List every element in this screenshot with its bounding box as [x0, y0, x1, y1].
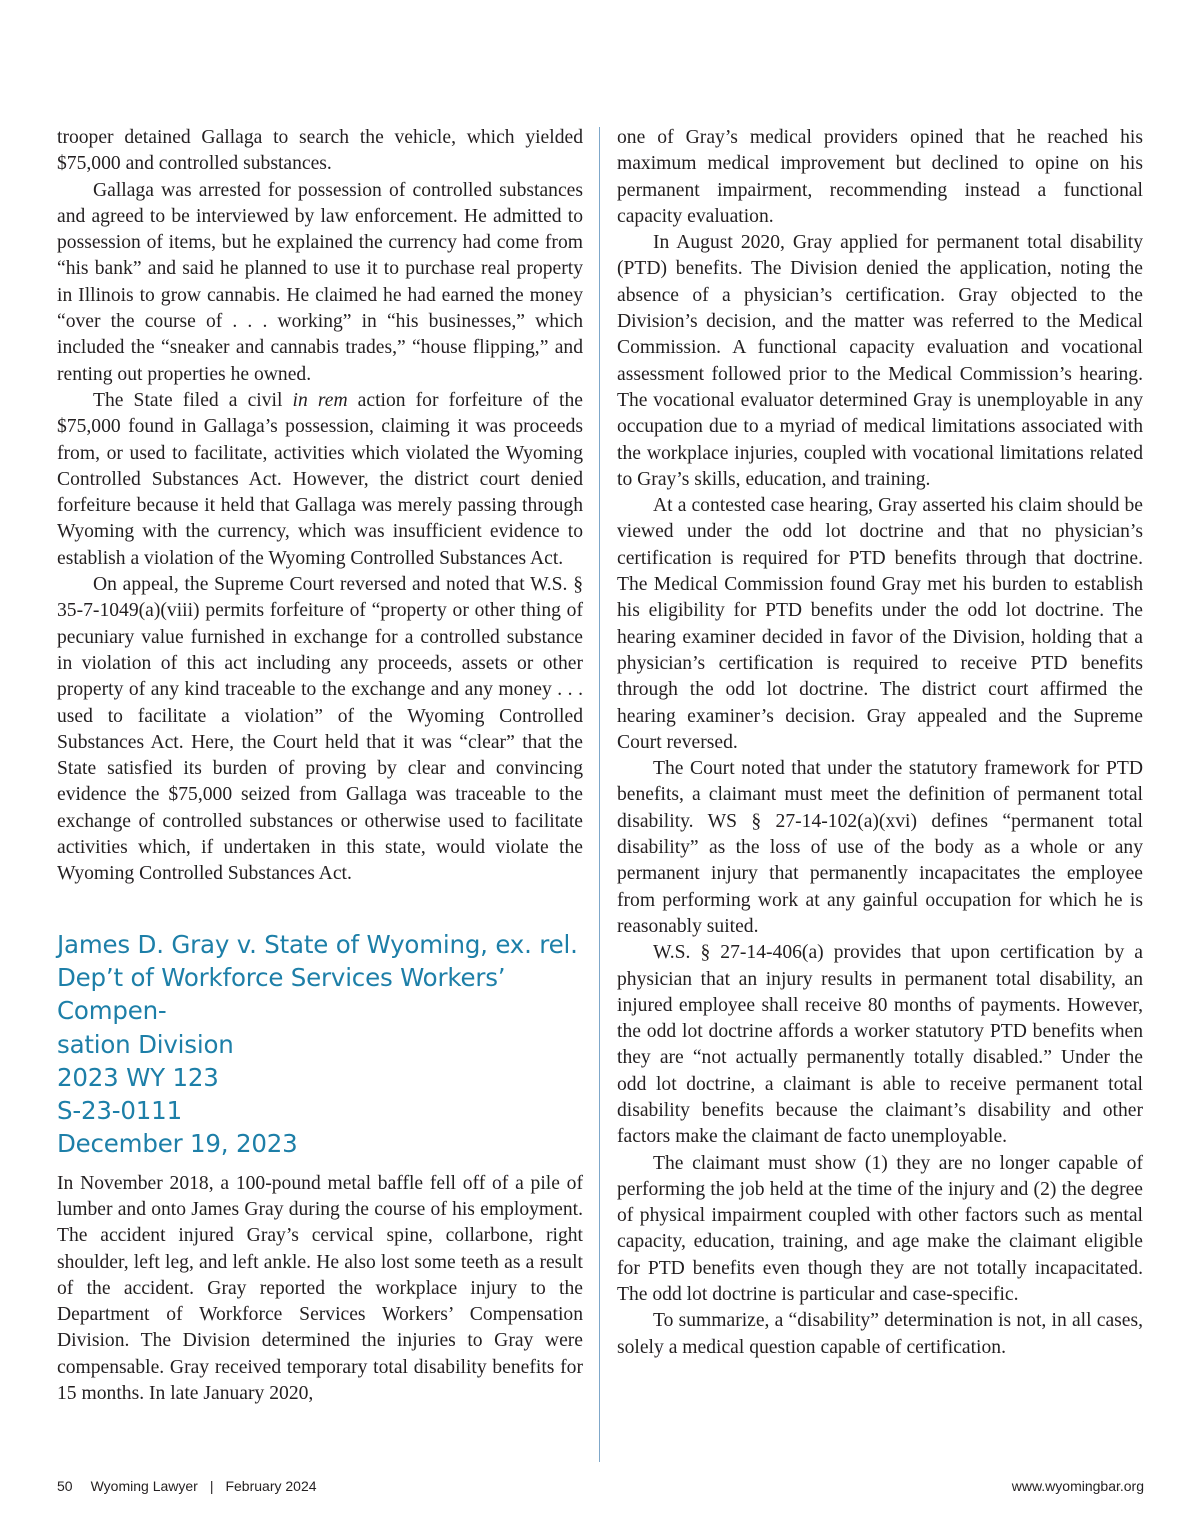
- case-title-line: James D. Gray v. State of Wyoming, ex. rel.: [57, 929, 578, 959]
- paragraph: To summarize, a “disability” determination is not, in all cases, solely a medical question capable of certification.: [617, 1310, 1143, 1358]
- left-column: [57, 125, 583, 1407]
- case-date: December 19, 2023: [57, 1129, 298, 1159]
- case-heading: [57, 928, 583, 1161]
- paragraph: At a contested case hearing, Gray asserted his claim should be viewed under the odd lot doctrine and that no physician’s certification is required for PTD benefits through that doctrine. The Medical Commission found Gray met his burden to establish his eligibility for PTD benefits under the odd lot doctrine. The hearing examiner decided in favor of the Division, holding that a physician’s certification is required to receive PTD benefits through the odd lot doctrine. The district court affirmed the hearing examiner’s decision. Gray appealed and the Supreme Court reversed.: [617, 495, 1143, 753]
- case-citation: 2023 WY 123: [57, 1062, 219, 1092]
- footer-left: [57, 1478, 317, 1494]
- italic-term: in rem: [292, 389, 348, 411]
- website-url[interactable]: www.wyomingbar.org: [1011, 1478, 1144, 1494]
- column-divider: [599, 127, 600, 1462]
- paragraph: The claimant must show (1) they are no longer capable of performing the job held at the time of the injury and (2) the degree of physical impairment coupled with other factors such as mental capacity, education, training, and age make the claimant eligible for PTD benefits even though they are not totally incapacitated. The odd lot doctrine is particular and case-specific.: [617, 1152, 1143, 1306]
- paragraph: The Court noted that under the statutory framework for PTD benefits, a claimant must meet the definition of permanent total disability. WS § 27-14-102(a)(xvi) defines “permanent total disability” as the loss of use of the body as a whole or any permanent injury that permanently incapacitates the employee from performing work at any gainful occupation for which he is reasonably suited.: [617, 758, 1143, 937]
- case-title-line: sation Division: [57, 1029, 234, 1059]
- case-docket: S-23-0111: [57, 1096, 182, 1126]
- paragraph: In November 2018, a 100-pound metal baffle fell off of a pile of lumber and onto James Gray during the course of his employment. The accident injured Gray’s cervical spine, collarbone, right shoulder, left leg, and left ankle. He also lost some teeth as a result of the accident. Gray reported the workplace injury to the Department of Workforce Services Workers’ Compensation Division. The Division determined the injuries to Gray were compensable. Gray received temporary total disability benefits for 15 months. In late January 2020,: [57, 1172, 583, 1405]
- paragraph: W.S. § 27-14-406(a) provides that upon certification by a physician that an injury results in permanent total disability, an injured employee shall receive 80 months of payments. However, the odd lot doctrine affords a worker statutory PTD benefits when they are “not actually permanently totally disabled.” Under the odd lot doctrine, a claimant is able to receive permanent total disability benefits because the claimant’s disability and other factors make the claimant de facto unemployable.: [617, 942, 1143, 1148]
- paragraph: Gallaga was arrested for possession of controlled substances and agreed to be interviewed by law enforcement. He admitted to possession of items, but he explained the currency had come from “his bank” and said he planned to use it to purchase real property in Illinois to grow cannabis. He claimed he had earned the money “over the course of . . . working” in “his businesses,” which included the “sneaker and cannabis trades,” “house flipping,” and renting out properties he owned.: [57, 179, 583, 385]
- page-number: 50: [57, 1478, 73, 1494]
- footer-separator: |: [209, 1478, 214, 1494]
- right-column: [617, 125, 1143, 1361]
- paragraph: trooper detained Gallaga to search the vehicle, which yielded $75,000 and controlled substances.: [57, 127, 583, 175]
- issue-date: February 2024: [225, 1478, 317, 1494]
- paragraph: one of Gray’s medical providers opined that he reached his maximum medical improvement but declined to opine on his permanent impairment, recommending instead a functional capacity evaluation.: [617, 127, 1143, 227]
- page-footer: [57, 1478, 1144, 1498]
- paragraph: On appeal, the Supreme Court reversed and noted that W.S. § 35-7-1049(a)(viii) permits forfeiture of “property or other thing of pecuniary value furnished in exchange for a controlled substance in violation of this act including any proceeds, assets or other property of any kind traceable to the exchange and any money . . . used to facilitate a violation” of the Wyoming Controlled Substances Act. Here, the Court held that it was “clear” that the State satisfied its burden of proving by clear and convincing evidence the $75,000 seized from Gallaga was traceable to the exchange of controlled substances or otherwise used to facilitate activities which, if undertaken in this state, would violate the Wyoming Controlled Substances Act.: [57, 574, 583, 885]
- paragraph: The State filed a civil in rem action for forfeiture of the $75,000 found in Gallaga’s possession, claiming it was proceeds from, or used to facilitate, activities which violated the Wyoming Controlled Substances Act. However, the district court denied forfeiture because it held that Gallaga was merely passing through Wyoming with the currency, which was insufficient evidence to establish a violation of the Wyoming Controlled Substances Act.: [57, 389, 583, 569]
- publication-name: Wyoming Lawyer: [90, 1478, 198, 1494]
- paragraph: In August 2020, Gray applied for permanent total disability (PTD) benefits. The Division denied the application, noting the absence of a physician’s certification. Gray objected to the Division’s decision, and the matter was referred to the Medical Commission. A functional capacity evaluation and vocational assessment followed prior to the Medical Commission’s hearing. The vocational evaluator determined Gray is unemployable in any occupation due to a myriad of medical limitations associated with the workplace injuries, coupled with vocational limitations related to Gray’s skills, education, and training.: [617, 232, 1143, 490]
- case-title-line: Dep’t of Workforce Services Workers’ Compen-: [57, 962, 506, 1026]
